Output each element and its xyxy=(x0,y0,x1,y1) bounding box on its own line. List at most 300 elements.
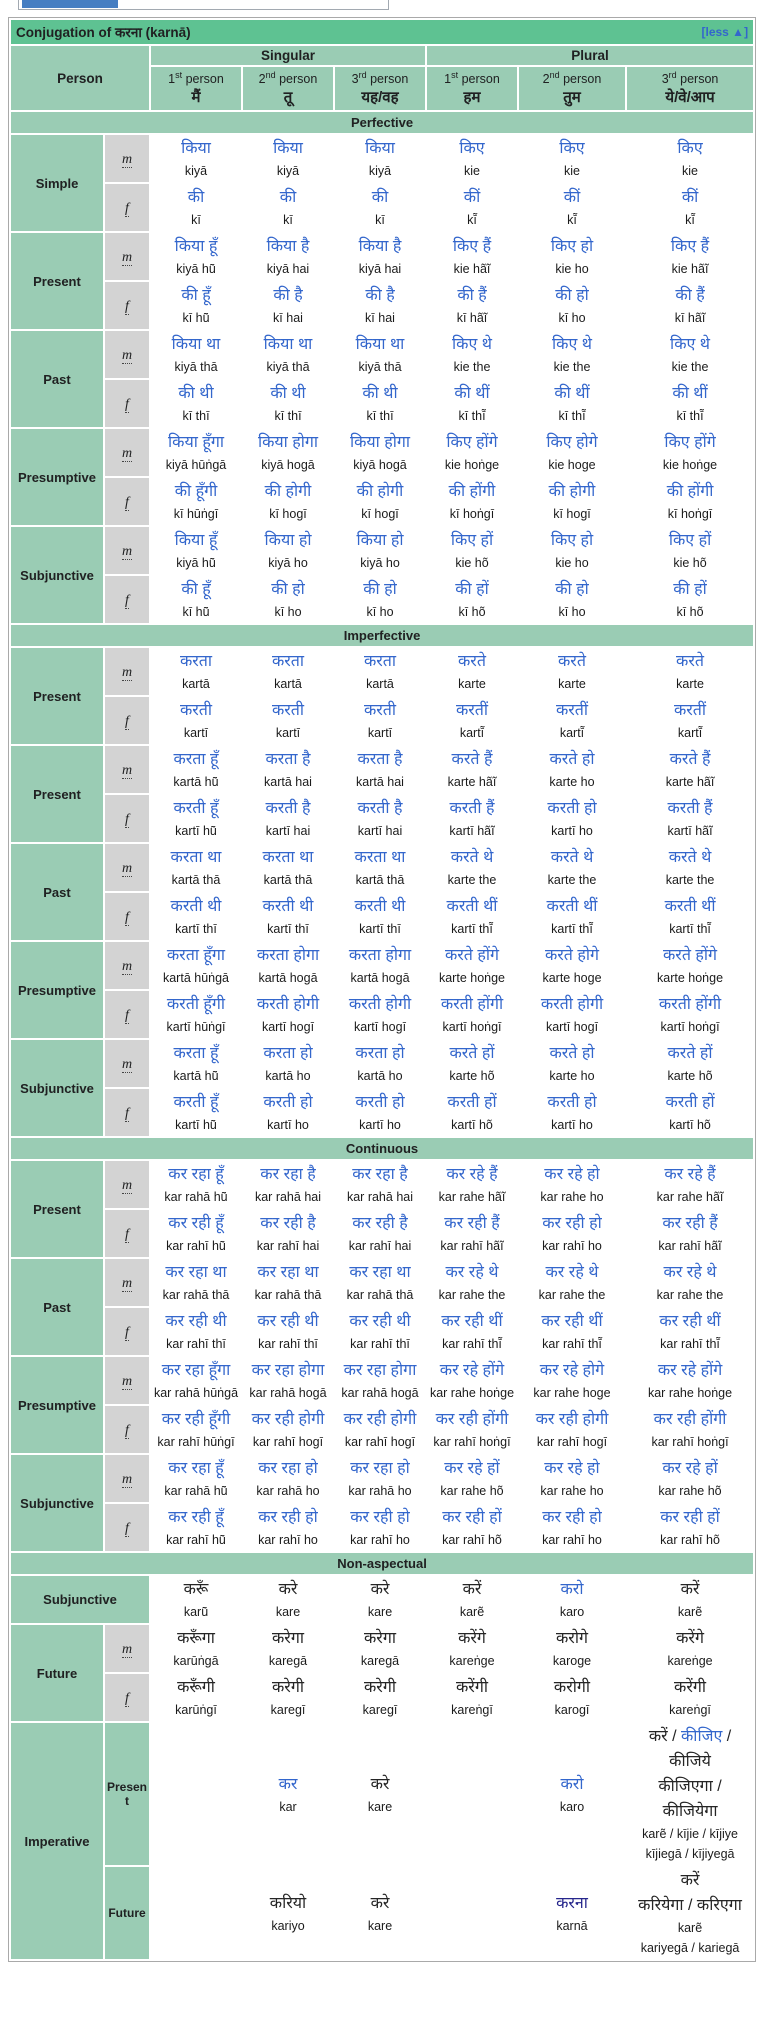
verb-form-link[interactable]: किया हो xyxy=(356,532,404,550)
verb-form-link[interactable]: कर रही थीं xyxy=(541,1313,603,1331)
verb-form-link[interactable]: करती xyxy=(363,702,397,720)
gender-label[interactable]: f xyxy=(125,713,129,729)
verb-form-link[interactable]: करती होंगी xyxy=(440,996,504,1014)
verb-form-link[interactable]: किया xyxy=(273,140,303,158)
verb-form-link[interactable]: किया होगा xyxy=(349,434,411,452)
verb-form-link[interactable]: करती हूँ xyxy=(173,800,219,818)
verb-form-link[interactable]: कर रही होंगी xyxy=(435,1411,509,1429)
verb-form-cell xyxy=(627,1089,753,1136)
verb-form-link[interactable]: कर रही हो xyxy=(542,1215,602,1233)
gender-label[interactable]: m xyxy=(121,958,133,974)
verb-form-link[interactable]: की हों xyxy=(673,581,707,599)
verb-form-link[interactable]: किए हों xyxy=(668,532,712,550)
verb-form-link[interactable]: कर रही हो xyxy=(542,1509,602,1527)
verb-form-link[interactable]: कर रहे होंगे xyxy=(657,1362,723,1380)
verb-form-link[interactable]: करती होगी xyxy=(348,996,412,1014)
verb-form-link[interactable]: किया था xyxy=(355,336,405,354)
devanagari-line xyxy=(337,430,423,455)
gender-label[interactable]: f xyxy=(125,1422,129,1438)
verb-form-cell xyxy=(151,697,241,744)
devanagari-line xyxy=(629,1577,751,1602)
verb-form-link[interactable]: करते xyxy=(458,653,486,671)
verb-form-link[interactable]: की होंगी xyxy=(666,483,714,501)
verb-form-link[interactable]: करता था xyxy=(170,849,222,867)
transliteration: kī hū̃ xyxy=(182,605,210,620)
verb-form-link[interactable]: कर xyxy=(278,1775,298,1793)
verb-form-link[interactable]: की थीं xyxy=(672,385,708,403)
verb-form-link[interactable]: करती थी xyxy=(170,898,222,916)
verb-form-link[interactable]: करती हो xyxy=(547,800,597,818)
verb-form-cell xyxy=(427,1674,517,1721)
collapse-link[interactable]: [less ▲] xyxy=(701,25,749,39)
verb-form-link[interactable]: करता है xyxy=(357,751,403,769)
verb-form-link[interactable]: किए xyxy=(677,140,703,158)
verb-form-link[interactable]: की है xyxy=(273,287,303,305)
verb-form-link[interactable]: की होगी xyxy=(548,483,596,501)
verb-form-link[interactable]: करतीं xyxy=(555,702,589,720)
verb-form-link[interactable]: कर रही हो xyxy=(258,1509,318,1527)
verb-form-link[interactable]: करती हों xyxy=(665,1094,715,1112)
devanagari-line xyxy=(629,1041,751,1066)
verb-form-link[interactable]: करते थे xyxy=(550,849,594,867)
verb-form-link[interactable]: की xyxy=(187,189,205,207)
verb-form-link[interactable]: कर रही हूँ xyxy=(168,1215,224,1233)
verb-form-link[interactable]: किया था xyxy=(171,336,221,354)
transliteration: kar rahī hai xyxy=(256,1239,320,1254)
devanagari-line xyxy=(521,1626,623,1651)
verb-form-link[interactable]: कर रहा होगा xyxy=(251,1362,325,1380)
verb-form-cell xyxy=(627,380,753,427)
devanagari-line xyxy=(153,1675,239,1700)
transliteration: kartā thā xyxy=(263,873,313,888)
transliteration: kie ho xyxy=(555,556,589,571)
devanagari-line xyxy=(521,234,623,259)
verb-form-link[interactable]: किए थे xyxy=(670,336,710,354)
verb-form-link[interactable]: करती थी xyxy=(262,898,314,916)
verb-form-link[interactable]: कर रही हो xyxy=(350,1509,410,1527)
verb-form-link[interactable]: करता है xyxy=(265,751,311,769)
gender-label[interactable]: m xyxy=(121,249,133,265)
verb-form-link[interactable]: किए xyxy=(459,140,485,158)
verb-form-cell xyxy=(335,1161,425,1208)
verb-form-link[interactable]: कर रहे हों xyxy=(444,1460,500,1478)
gender-label[interactable]: f xyxy=(125,200,129,216)
verb-form-link[interactable]: करती थीं xyxy=(546,898,598,916)
verb-form-link[interactable]: की हो xyxy=(555,581,589,599)
verb-form-link[interactable]: करती है xyxy=(265,800,311,818)
devanagari-line xyxy=(429,479,515,504)
gender-label[interactable]: m xyxy=(121,664,133,680)
verb-form-link[interactable]: कर रही थीं xyxy=(441,1313,503,1331)
gender-label[interactable]: m xyxy=(121,1177,133,1193)
verb-form-link[interactable]: की होगी xyxy=(356,483,404,501)
verb-form-link[interactable]: किया xyxy=(365,140,395,158)
verb-form-link[interactable]: की थीं xyxy=(554,385,590,403)
verb-form-link[interactable]: की थीं xyxy=(454,385,490,403)
verb-form-link[interactable]: कर रहे होंगे xyxy=(439,1362,505,1380)
verb-form-link[interactable]: किया हूँगा xyxy=(168,434,224,452)
verb-form-link[interactable]: किए होंगे xyxy=(664,434,716,452)
gender-label[interactable]: m xyxy=(121,1275,133,1291)
devanagari-line xyxy=(429,1090,515,1115)
verb-form-link[interactable]: की हों xyxy=(455,581,489,599)
verb-form-link[interactable]: कर रहा हूँ xyxy=(168,1460,224,1478)
verb-form-link[interactable]: की हो xyxy=(555,287,589,305)
verb-form-cell xyxy=(335,1406,425,1453)
verb-form-cell xyxy=(627,844,753,891)
verb-form-link[interactable]: कर रहा हूँ xyxy=(168,1166,224,1184)
verb-form-link[interactable]: करते xyxy=(676,653,704,671)
verb-form-link[interactable]: करता हूँ xyxy=(173,1045,219,1063)
verb-form-link[interactable]: करते थे xyxy=(668,849,712,867)
verb-form-link[interactable]: की हैं xyxy=(675,287,705,305)
gender-label[interactable]: f xyxy=(125,592,129,608)
gender-cell xyxy=(105,1504,149,1551)
verb-form-cell xyxy=(627,795,753,842)
transliteration: kar rahī hõ xyxy=(660,1533,720,1548)
verb-form-link[interactable]: करता हो xyxy=(263,1045,313,1063)
transliteration: kartī̃ xyxy=(677,726,703,741)
verb-form-cell xyxy=(627,1259,753,1306)
verb-form-link[interactable]: कर रही थी xyxy=(165,1313,227,1331)
verb-form-link[interactable]: किए हों xyxy=(450,532,494,550)
verb-form-link[interactable]: कर रही होगी xyxy=(343,1411,417,1429)
verb-form-link[interactable]: करता xyxy=(179,653,213,671)
transliteration: kartī thī̃ xyxy=(551,922,593,937)
gender-label[interactable]: f xyxy=(125,396,129,412)
devanagari-line xyxy=(629,894,751,919)
table-row xyxy=(11,429,753,476)
verb-form-link[interactable]: कर रहा हूँगा xyxy=(161,1362,231,1380)
gender-label[interactable]: m xyxy=(121,1056,133,1072)
verb-form-link[interactable]: कर रहा होगा xyxy=(343,1362,417,1380)
devanagari-line xyxy=(521,796,623,821)
verb-form-link[interactable]: किया हूँ xyxy=(174,532,218,550)
verb-form-link[interactable]: कर रही होंगी xyxy=(653,1411,727,1429)
devanagari-line xyxy=(337,332,423,357)
verb-form-cell xyxy=(243,1357,333,1404)
verb-form-link[interactable]: करता हूँगा xyxy=(166,947,226,965)
verb-form-link[interactable]: करती थीं xyxy=(664,898,716,916)
verb-form-link[interactable]: कीं xyxy=(681,189,699,207)
verb-form-link[interactable]: करता xyxy=(271,653,305,671)
verb-form-link[interactable]: करते हैं xyxy=(451,751,493,769)
verb-form-cell xyxy=(335,1674,425,1721)
verb-form-link[interactable]: किए हैं xyxy=(452,238,492,256)
verb-form-cell xyxy=(519,331,625,378)
gender-label[interactable]: m xyxy=(121,445,133,461)
verb-form-link[interactable]: करती हो xyxy=(547,1094,597,1112)
verb-form-link[interactable]: करता होगा xyxy=(348,947,412,965)
verb-form-link[interactable]: कर रही हों xyxy=(442,1509,502,1527)
verb-form-link[interactable]: की थी xyxy=(178,385,214,403)
gender-label[interactable]: f xyxy=(125,1324,129,1340)
verb-form-link[interactable]: की थी xyxy=(362,385,398,403)
gender-label[interactable]: m xyxy=(121,1641,133,1657)
gender-label[interactable]: m xyxy=(121,860,133,876)
verb-form-link[interactable]: किए हो xyxy=(550,532,594,550)
verb-form-link[interactable]: कर रहे होगे xyxy=(539,1362,605,1380)
devanagari-line xyxy=(429,992,515,1017)
verb-form-link[interactable]: किए थे xyxy=(552,336,592,354)
verb-form-link[interactable]: किए होगे xyxy=(546,434,598,452)
verb-form-link[interactable]: की हूँगी xyxy=(174,483,218,501)
gender-label[interactable]: f xyxy=(125,1105,129,1121)
verb-form-cell xyxy=(519,844,625,891)
verb-form-link[interactable]: करती होंगी xyxy=(658,996,722,1014)
verb-form-link[interactable]: कर रही होगी xyxy=(535,1411,609,1429)
verb-form-link[interactable]: किए थे xyxy=(452,336,492,354)
transliteration: karte xyxy=(558,677,586,692)
verb-form-cell xyxy=(151,991,241,1038)
transliteration: kartā thā xyxy=(355,873,405,888)
verb-form-link[interactable]: किए xyxy=(559,140,585,158)
verb-form-link[interactable]: किए होंगे xyxy=(446,434,498,452)
transliteration: kartī xyxy=(275,726,301,741)
transliteration: karoge xyxy=(552,1654,592,1669)
verb-form-link[interactable]: किया है xyxy=(358,238,402,256)
verb-form-link[interactable]: करती थीं xyxy=(446,898,498,916)
verb-form-link[interactable]: करते हों xyxy=(667,1045,713,1063)
transliteration: kartī hõ xyxy=(669,1118,711,1133)
verb-form-link[interactable]: कर रहा हो xyxy=(350,1460,410,1478)
devanagari-line xyxy=(245,234,331,259)
verb-form-link[interactable]: करता था xyxy=(354,849,406,867)
verb-form-cell xyxy=(627,1161,753,1208)
devanagari-line xyxy=(153,332,239,357)
devanagari-line xyxy=(153,1309,239,1334)
verb-form-link[interactable]: किया था xyxy=(263,336,313,354)
verb-form-cell xyxy=(627,1406,753,1453)
verb-form-link[interactable]: करती हों xyxy=(447,1094,497,1112)
table-row xyxy=(11,1089,753,1136)
verb-form-link[interactable]: किया xyxy=(181,140,211,158)
verb-form-link[interactable]: करता हूँ xyxy=(173,751,219,769)
verb-form-link[interactable]: करता xyxy=(363,653,397,671)
verb-form-link[interactable]: कर रही थीं xyxy=(659,1313,721,1331)
verb-form-cell xyxy=(627,1210,753,1257)
table-row xyxy=(11,135,753,182)
verb-form-link[interactable]: कर रहा था xyxy=(257,1264,319,1282)
verb-form-link[interactable]: की हूँ xyxy=(181,581,211,599)
verb-form-cell xyxy=(151,893,241,940)
verb-form-link[interactable]: कर रहा है xyxy=(260,1166,316,1184)
devanagari-line xyxy=(153,1407,239,1432)
verb-form-link[interactable]: कर रही हों xyxy=(660,1509,720,1527)
verb-form-cell xyxy=(243,991,333,1038)
gender-label[interactable]: f xyxy=(125,1520,129,1536)
verb-form-link[interactable]: किया है xyxy=(266,238,310,256)
verb-form-link[interactable]: करता था xyxy=(262,849,314,867)
verb-form-link[interactable]: कर रहा था xyxy=(165,1264,227,1282)
verb-form-link[interactable]: की हैं xyxy=(457,287,487,305)
verb-form-link[interactable]: कर रहा था xyxy=(349,1264,411,1282)
verb-form-link[interactable]: करते होगे xyxy=(544,947,600,965)
verb-form-link[interactable]: किया हूँ xyxy=(174,238,218,256)
verb-form-cell xyxy=(627,527,753,574)
gender-label[interactable]: m xyxy=(121,151,133,167)
verb-form-link[interactable]: करते थे xyxy=(450,849,494,867)
verb-form-link[interactable]: की हो xyxy=(363,581,397,599)
verb-form-link[interactable]: करते हैं xyxy=(669,751,711,769)
verb-form-cell xyxy=(519,1723,625,1865)
verb-form-link[interactable]: करती हूँ xyxy=(173,1094,219,1112)
verb-form-link[interactable]: कर रहे हो xyxy=(544,1166,600,1184)
devanagari-line xyxy=(337,1309,423,1334)
verb-form-link[interactable]: करती xyxy=(271,702,305,720)
verb-form-cell xyxy=(427,233,517,280)
verb-form-link[interactable]: करते हो xyxy=(549,751,595,769)
devanagari-line xyxy=(337,1211,423,1236)
gender-label[interactable]: m xyxy=(121,762,133,778)
devanagari-line xyxy=(337,1772,423,1797)
verb-form-link[interactable]: करतीं xyxy=(673,702,707,720)
verb-form-link[interactable]: करते हों xyxy=(449,1045,495,1063)
transliteration: kie xyxy=(464,164,480,179)
verb-form-link[interactable]: कर रही थी xyxy=(257,1313,319,1331)
gender-label[interactable]: f xyxy=(125,1007,129,1023)
conjugation-table xyxy=(8,17,756,1962)
verb-form-link[interactable]: कर रही हैं xyxy=(662,1215,718,1233)
verb-form-link[interactable]: करती है xyxy=(357,800,403,818)
verb-form-link[interactable]: किए हो xyxy=(550,238,594,256)
devanagari-line xyxy=(245,1577,331,1602)
devanagari-line xyxy=(629,283,751,308)
verb-form-link[interactable]: कर रहे हैं xyxy=(446,1166,498,1184)
verb-form-link[interactable]: किया होगा xyxy=(257,434,319,452)
transliteration: kiyā hū̃ xyxy=(176,262,216,277)
gender-label[interactable]: m xyxy=(121,543,133,559)
transliteration: kartā xyxy=(182,677,210,692)
tense-label: Future xyxy=(11,1625,103,1721)
verb-form-link[interactable]: करतीं xyxy=(455,702,489,720)
verb-form-link[interactable]: करती हो xyxy=(355,1094,405,1112)
verb-form-link[interactable]: कर रहा है xyxy=(352,1166,408,1184)
verb-form-link[interactable]: करती हैं xyxy=(449,800,495,818)
verb-form-link[interactable]: की थी xyxy=(270,385,306,403)
devanagari-line xyxy=(245,1309,331,1334)
verb-form-cell xyxy=(519,1674,625,1721)
verb-form-link[interactable]: किए हैं xyxy=(670,238,710,256)
devanagari-line xyxy=(429,1162,515,1187)
verb-form-link[interactable]: करती हैं xyxy=(667,800,713,818)
verb-form-link[interactable]: कर रही थी xyxy=(349,1313,411,1331)
verb-form-link[interactable]: कर रहे हैं xyxy=(664,1166,716,1184)
transliteration: karte the xyxy=(665,873,715,888)
verb-form-link[interactable]: कर रहे थे xyxy=(445,1264,499,1282)
verb-form-cell xyxy=(427,429,517,476)
verb-form-link[interactable]: कर रही हूँ xyxy=(168,1509,224,1527)
transliteration: kie hoṅge xyxy=(662,458,718,473)
verb-form-cell xyxy=(335,942,425,989)
verb-form-link[interactable]: की xyxy=(279,189,297,207)
transliteration: karūṅgā xyxy=(173,1654,219,1669)
verb-form-link[interactable]: कीं xyxy=(563,189,581,207)
devanagari-line xyxy=(337,136,423,161)
table-row xyxy=(11,1867,753,1959)
verb-form-link[interactable]: की होंगी xyxy=(448,483,496,501)
verb-form-link[interactable]: करो xyxy=(560,1775,584,1793)
verb-form-link[interactable]: की होगी xyxy=(264,483,312,501)
devanagari-line xyxy=(153,1358,239,1383)
transliteration: kar rahī hūṅgī xyxy=(157,1435,235,1450)
verb-form-link[interactable]: करती हो xyxy=(263,1094,313,1112)
gender-label[interactable]: f xyxy=(125,1690,129,1706)
verb-form-link[interactable]: की xyxy=(371,189,389,207)
verb-form-cell xyxy=(427,1504,517,1551)
verb-form-link[interactable]: करती होगी xyxy=(256,996,320,1014)
verb-form-link[interactable]: करती होगी xyxy=(540,996,604,1014)
verb-form-link[interactable]: करते होंगे xyxy=(444,947,500,965)
verb-form-link[interactable]: करते हो xyxy=(549,1045,595,1063)
verb-form-cell xyxy=(627,331,753,378)
gender-label[interactable]: f xyxy=(125,811,129,827)
verb-form-link[interactable]: कीजिए xyxy=(681,1728,723,1746)
verb-form-link[interactable]: कर रही हैं xyxy=(444,1215,500,1233)
gender-label[interactable]: m xyxy=(121,1373,133,1389)
verb-form-link[interactable]: कर रही है xyxy=(260,1215,316,1233)
transliteration: kiyā hū̃ xyxy=(176,556,216,571)
verb-form-link[interactable]: करता होगा xyxy=(256,947,320,965)
verb-form-text: करूँगी xyxy=(177,1679,215,1697)
verb-form-cell xyxy=(519,135,625,182)
verb-form-link[interactable]: कर रहे हों xyxy=(662,1460,718,1478)
verb-form-link[interactable]: करती xyxy=(179,702,213,720)
verb-form-link[interactable]: करती हूँगी xyxy=(166,996,226,1014)
verb-form-link[interactable]: की है xyxy=(365,287,395,305)
verb-form-link[interactable]: करना xyxy=(556,1894,588,1912)
devanagari-line xyxy=(337,381,423,406)
gender-label[interactable]: m xyxy=(121,1471,133,1487)
verb-form-link[interactable]: कर रही हूँगी xyxy=(161,1411,231,1429)
transliteration: kar rahī hãĩ xyxy=(440,1239,504,1254)
gender-label[interactable]: f xyxy=(125,494,129,510)
verb-form-text: / कीजिये xyxy=(669,1728,732,1771)
gender-cell xyxy=(105,282,149,329)
verb-form-cell xyxy=(519,1308,625,1355)
gender-label[interactable]: m xyxy=(121,347,133,363)
verb-form-link[interactable]: कर रही है xyxy=(352,1215,408,1233)
verb-form-link[interactable]: किया हो xyxy=(264,532,312,550)
verb-form-link[interactable]: कीं xyxy=(463,189,481,207)
transliteration: kareṅgī xyxy=(451,1703,493,1718)
verb-form-link[interactable]: कर रहे थे xyxy=(663,1264,717,1282)
transliteration: kie hoṅge xyxy=(444,458,500,473)
gender-label[interactable]: f xyxy=(125,1226,129,1242)
transliteration: kartī ho xyxy=(551,1118,593,1133)
verb-form-link[interactable]: करो xyxy=(560,1581,584,1599)
verb-form-link[interactable]: करते होंगे xyxy=(663,947,718,965)
verb-form-link[interactable]: करते xyxy=(558,653,586,671)
gender-label[interactable]: f xyxy=(125,909,129,925)
verb-form-cell xyxy=(151,527,241,574)
gender-cell xyxy=(105,429,149,476)
verb-form-link[interactable]: करती थी xyxy=(354,898,406,916)
verb-form-cell xyxy=(335,1625,425,1672)
verb-form-link[interactable]: करता हो xyxy=(355,1045,405,1063)
verb-form-link[interactable]: की हो xyxy=(271,581,305,599)
verb-form-link[interactable]: कर रहा हो xyxy=(258,1460,318,1478)
gender-cell xyxy=(105,1625,149,1672)
verb-form-link[interactable]: कर रहे हो xyxy=(544,1460,600,1478)
verb-form-link[interactable]: कर रहे थे xyxy=(545,1264,599,1282)
devanagari-line xyxy=(245,332,331,357)
gender-label[interactable]: f xyxy=(125,298,129,314)
verb-form-link[interactable]: कर रही होगी xyxy=(251,1411,325,1429)
devanagari-line xyxy=(429,1675,515,1700)
verb-form-link[interactable]: की हूँ xyxy=(181,287,211,305)
devanagari-line xyxy=(153,1211,239,1236)
